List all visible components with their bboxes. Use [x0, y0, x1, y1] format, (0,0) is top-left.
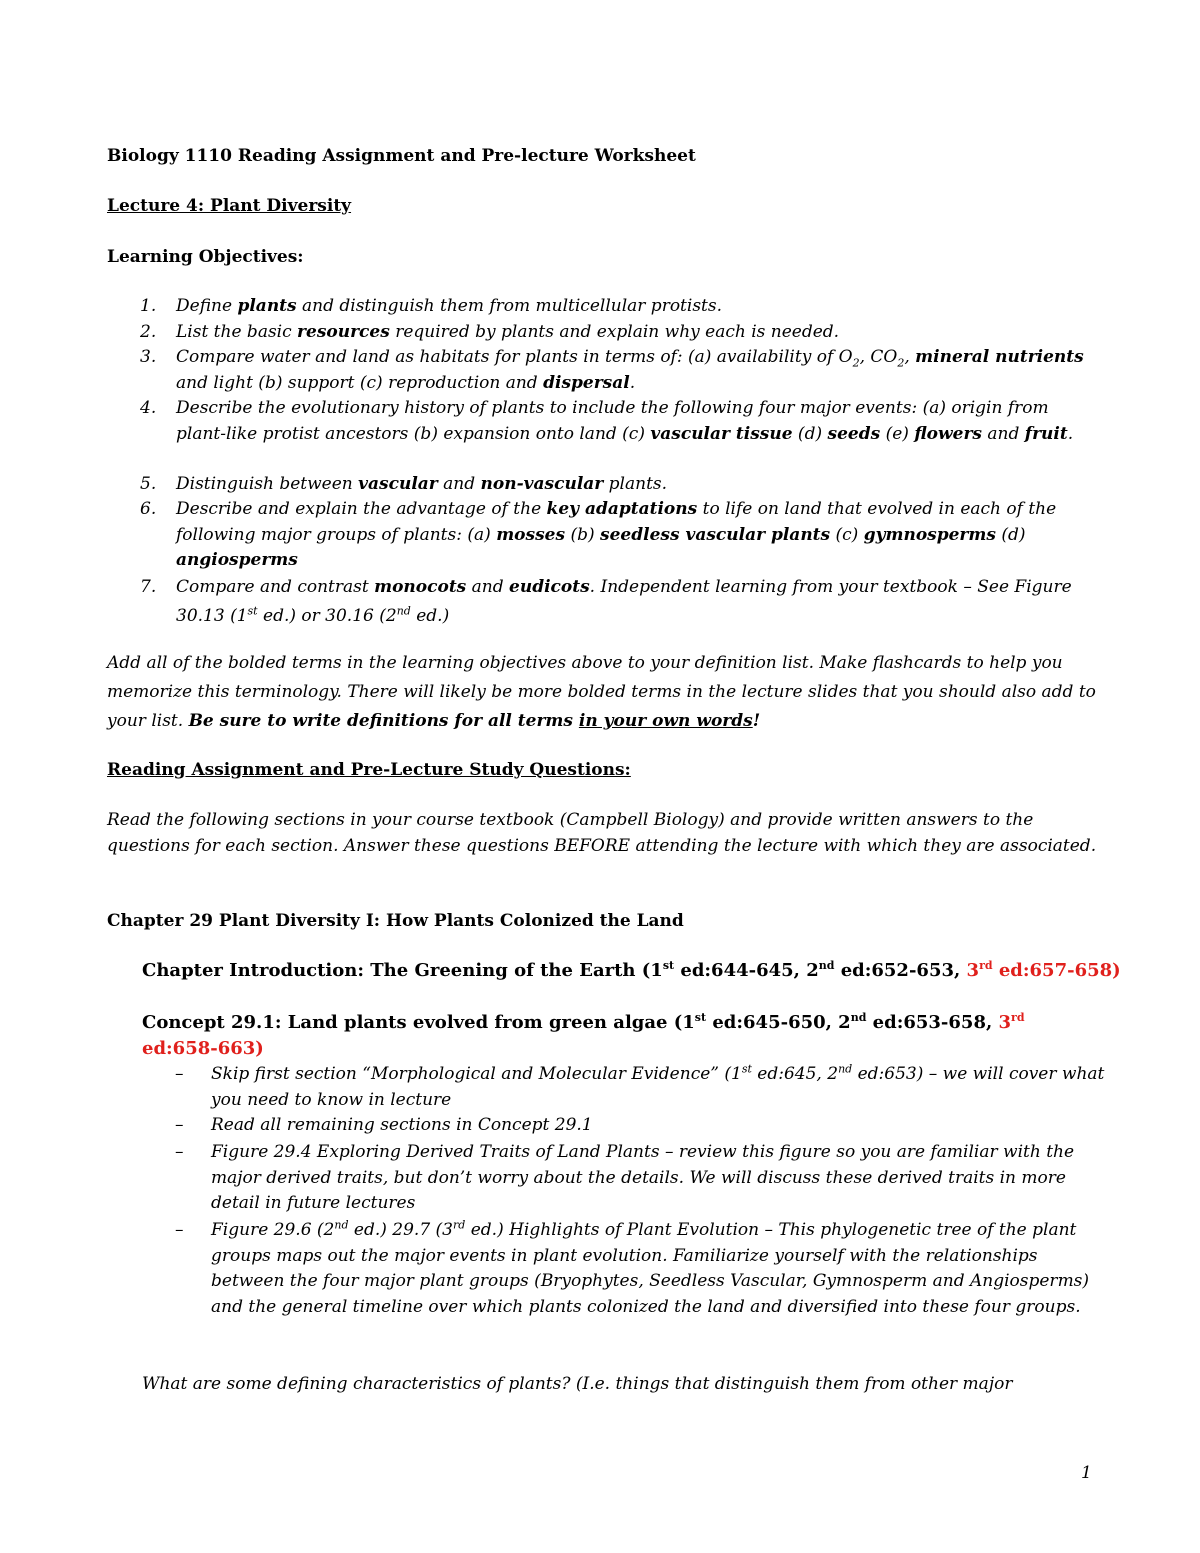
objective-number: 5.	[140, 474, 157, 494]
text-run: !	[752, 711, 761, 731]
reading-bullet	[175, 1218, 1105, 1320]
study-question: What are some defining characteristics of plants? (I.e. things that distinguish them from other major	[142, 1374, 1013, 1394]
text-run: (c)	[830, 524, 864, 545]
text-run: ed:653) – we will cover what you need to know in lecture	[211, 1064, 1105, 1110]
text-run: Chapter Introduction: The Greening of the Earth (1	[142, 960, 663, 981]
objective-number: 2.	[140, 322, 157, 342]
text-run: rd	[979, 959, 993, 972]
bullet-text	[211, 1140, 1105, 1217]
text-run: flowers	[914, 423, 982, 444]
text-run: Be sure to write definitions for all terms	[188, 711, 579, 731]
objective-text	[176, 497, 1090, 574]
text-run: (e)	[880, 423, 915, 444]
text-run: ed:645, 2	[751, 1064, 839, 1084]
text-run: Distinguish between	[176, 474, 359, 494]
text-run: Compare water and land as habitats for plants in terms of: (a) availability of O	[176, 347, 853, 367]
objective-item	[140, 396, 1090, 447]
text-run: Describe and explain the advantage of the	[176, 499, 547, 519]
text-run: key adaptations	[546, 499, 698, 519]
text-run: fruit	[1024, 423, 1068, 444]
document-title: Biology 1110 Reading Assignment and Pre-lecture Worksheet	[107, 146, 696, 166]
text-run: .	[629, 372, 636, 393]
lecture-heading: Lecture 4: Plant Diversity	[107, 196, 352, 216]
dash-marker: –	[175, 1064, 184, 1084]
text-run: Skip first section “Morphological and Molecular Evidence” (1	[211, 1064, 742, 1084]
objective-text	[176, 573, 1090, 631]
objective-item	[140, 472, 1090, 498]
text-run: st	[694, 1011, 707, 1024]
text-run: (d)	[792, 423, 828, 444]
text-run: seedless vascular plants	[600, 524, 831, 545]
text-run: .	[1067, 423, 1074, 444]
text-run: vascular	[358, 474, 438, 494]
page-number: 1	[1081, 1463, 1092, 1483]
text-run: and	[437, 474, 481, 494]
text-run: 3	[966, 960, 980, 981]
text-run: st	[247, 604, 258, 618]
objective-text	[176, 396, 1090, 447]
text-run: List the basic	[176, 322, 298, 342]
dash-marker: –	[175, 1142, 184, 1162]
text-run: dispersal	[543, 372, 630, 393]
text-run: ed.) Highlights of Plant Evolution – This phylogenetic tree of the plant groups maps out the major events in plant evolution. Familiarize yourself with the relationships between the four major plant groups (Bryophytes, Seedless Vascular, Gymnosperm and Angiosperms) and the general timeline over which plants colonized the land and diversified into these four groups.	[211, 1220, 1090, 1317]
text-run: monocots	[374, 577, 467, 597]
text-run: ,	[904, 347, 916, 367]
text-run: 2	[897, 356, 905, 370]
text-run: nd	[838, 1062, 853, 1076]
text-run: plants	[237, 296, 297, 316]
text-run: Compare and contrast	[176, 577, 375, 597]
text-run: seeds	[827, 423, 881, 444]
text-run: non-vascular	[480, 474, 604, 494]
text-run: st	[741, 1062, 752, 1076]
reading-bullet	[175, 1113, 1105, 1139]
text-run: ed:653-658,	[866, 1012, 999, 1033]
text-run: required by plants and explain why each is needed.	[389, 322, 840, 342]
text-run: Add all of the bolded terms in the learning objectives above to your definition list. Make flashcards to help you memorize this terminology. There will likely be more bolded terms in the lecture slides that you should also add to your list.	[107, 653, 1096, 731]
objective-text	[176, 345, 1090, 396]
text-run: angiosperms	[176, 550, 298, 570]
chapter-title: Chapter 29 Plant Diversity I: How Plants Colonized the Land	[107, 911, 684, 931]
text-run: resources	[297, 322, 390, 342]
objective-text	[176, 294, 1090, 320]
text-run: Concept 29.1: Land plants evolved from green algae (1	[142, 1012, 695, 1033]
text-run: and	[466, 577, 510, 597]
dash-marker: –	[175, 1220, 184, 1240]
objective-item	[140, 320, 1090, 346]
text-run: 2	[852, 356, 860, 370]
text-run: Read all remaining sections in Concept 29.1	[211, 1115, 593, 1135]
text-run: st	[662, 959, 675, 972]
text-run: and	[982, 423, 1025, 444]
text-run: ed:645-650, 2	[706, 1012, 851, 1033]
chapter-intro-heading	[142, 957, 1121, 985]
text-run: ed:658-663)	[142, 1038, 264, 1059]
text-run: and distinguish them from multicellular protists.	[296, 296, 723, 316]
text-run: ed:652-653,	[834, 960, 967, 981]
reading-intro: Read the following sections in your course textbook (Campbell Biology) and provide written answers to the questions for each section. Answer these questions BEFORE attending the lecture with which they are associated.	[107, 810, 1097, 856]
text-run: plants.	[603, 474, 668, 494]
objective-number: 1.	[140, 296, 157, 316]
text-run: . Independent learning from your textbook – See Figure 30.13 (1	[176, 577, 1072, 626]
terminology-note	[107, 649, 1097, 736]
text-run: nd	[850, 1011, 867, 1024]
text-run: ed.) or 30.16 (2	[257, 606, 397, 626]
text-run: Describe the evolutionary history of plants to include the following four major events: (a) origin from plant-like protist ancestors (b) expansion onto land (c)	[176, 398, 1049, 444]
text-run: (d)	[995, 524, 1026, 545]
text-run: mosses	[496, 524, 566, 545]
objective-number: 6.	[140, 499, 157, 519]
objective-text	[176, 320, 1090, 346]
text-run: in your own words	[578, 711, 753, 731]
objective-number: 7.	[140, 577, 157, 597]
objective-item	[140, 345, 1090, 396]
text-run: eudicots	[509, 577, 590, 597]
reading-bullet	[175, 1140, 1105, 1217]
objectives-heading: Learning Objectives:	[107, 247, 304, 267]
text-run: (b)	[565, 524, 601, 545]
text-run: 3	[998, 1012, 1012, 1033]
text-run: vascular tissue	[650, 423, 793, 444]
dash-marker: –	[175, 1115, 184, 1135]
text-run: and light (b) support (c) reproduction and	[176, 372, 544, 393]
text-run: Define	[176, 296, 238, 316]
objective-number: 4.	[140, 398, 157, 418]
text-run: ed:657-658)	[992, 960, 1121, 981]
text-run: rd	[1011, 1011, 1025, 1024]
text-run: to life on land that evolved in each of the following major groups of plants: (a)	[176, 499, 1057, 545]
objective-text	[176, 472, 1090, 498]
text-run: gymnosperms	[863, 524, 996, 545]
text-run: nd	[396, 604, 411, 618]
objective-number: 3.	[140, 347, 157, 367]
text-run: rd	[453, 1218, 466, 1232]
reading-bullet	[175, 1062, 1105, 1113]
objective-item	[140, 497, 1090, 574]
text-run: nd	[818, 959, 835, 972]
text-run: mineral nutrients	[915, 347, 1084, 367]
text-run: nd	[334, 1218, 349, 1232]
text-run: ed.) 29.7 (3	[348, 1220, 453, 1240]
objective-item	[140, 294, 1090, 320]
bullet-text	[211, 1113, 1105, 1139]
bullet-text	[211, 1062, 1105, 1113]
concept-heading	[142, 1010, 1092, 1062]
bullet-text	[211, 1218, 1105, 1320]
text-run: ed.)	[410, 606, 450, 626]
text-run: Figure 29.6 (2	[211, 1220, 335, 1240]
text-run: , CO	[859, 347, 898, 367]
text-run: ed:644-645, 2	[674, 960, 819, 981]
objective-item	[140, 573, 1090, 631]
reading-heading: Reading Assignment and Pre-Lecture Study Questions:	[107, 760, 631, 780]
text-run: Figure 29.4 Exploring Derived Traits of Land Plants – review this figure so you are familiar with the major derived traits, but don’t worry about the details. We will discuss these derived traits in more detail in future lectures	[211, 1142, 1075, 1213]
